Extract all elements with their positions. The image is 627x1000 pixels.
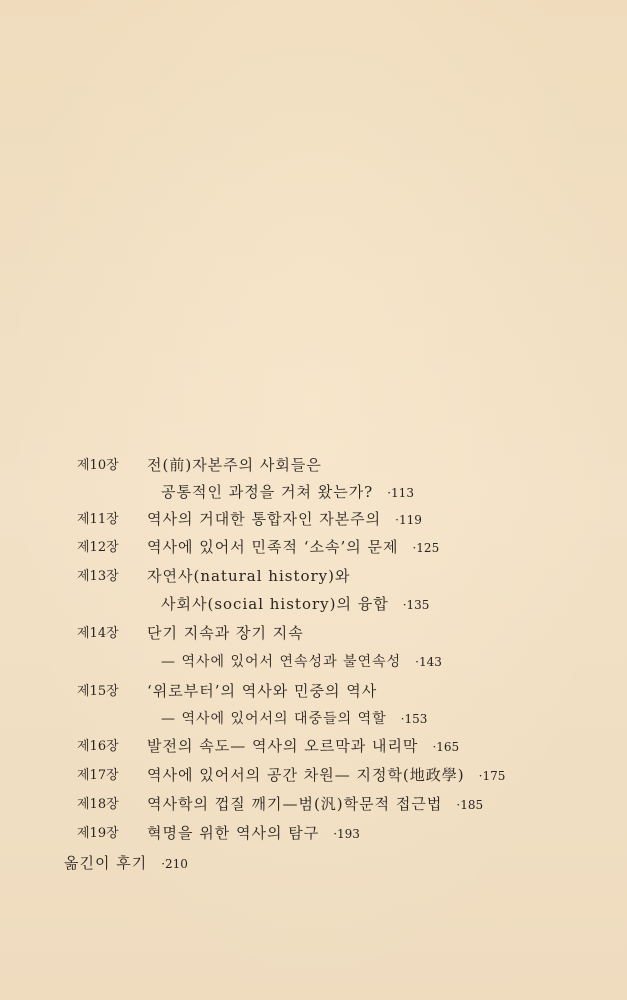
chapter-title-text: — 역사에 있어서 연속성과 불연속성	[161, 654, 402, 670]
afterword-entry	[64, 853, 188, 874]
chapter-title-text: 사회사(social history)의 융합	[161, 595, 389, 613]
afterword-title: 옮긴이 후기	[64, 854, 148, 872]
chapter-title-text: 역사학의 껍질 깨기—범(汎)학문적 접근법	[147, 795, 443, 813]
chapter-title-continued	[161, 482, 414, 503]
page-number: ·113	[387, 486, 414, 500]
chapter-number: 제19장	[77, 826, 119, 841]
chapter-title-text: 공통적인 과정을 거쳐 왔는가?	[161, 483, 374, 501]
page-number: ·143	[415, 655, 442, 669]
chapter-number: 제12장	[77, 540, 119, 555]
chapter-title	[147, 537, 439, 558]
chapter-title-text: — 역사에 있어서의 대중들의 역할	[161, 711, 387, 727]
chapter-title	[147, 509, 422, 530]
chapter-title-text: 혁명을 위한 역사의 탐구	[147, 824, 320, 842]
page-number: ·210	[161, 857, 188, 871]
chapter-title-text: 역사의 거대한 통합자인 자본주의	[147, 510, 382, 528]
chapter-title-text: 역사에 있어서의 공간 차원— 지정학(地政學)	[147, 766, 465, 784]
chapter-title	[147, 823, 360, 844]
chapter-title-text: 단기 지속과 장기 지속	[147, 624, 304, 642]
chapter-title	[147, 794, 483, 815]
chapter-title	[147, 623, 304, 643]
chapter-title	[147, 765, 505, 786]
page-number: ·125	[412, 541, 440, 555]
chapter-title	[147, 455, 322, 475]
chapter-number: 제10장	[77, 458, 119, 473]
chapter-number: 제11장	[77, 512, 119, 527]
chapter-number: 제17장	[77, 768, 119, 783]
chapter-title-continued	[161, 594, 429, 615]
page-number: ·193	[333, 827, 360, 841]
chapter-title-text: 발전의 속도— 역사의 오르막과 내리막	[147, 737, 419, 755]
page-number: ·165	[432, 740, 460, 754]
chapter-title	[147, 566, 351, 586]
chapter-title	[147, 736, 459, 757]
page-number: ·175	[478, 769, 506, 783]
chapter-subtitle	[161, 709, 427, 729]
chapter-title-text: 전(前)자본주의 사회들은	[147, 456, 322, 474]
chapter-title-text: ‘위로부터’의 역사와 민중의 역사	[147, 682, 378, 700]
chapter-number: 제15장	[77, 684, 119, 699]
chapter-number: 제14장	[77, 626, 119, 641]
chapter-number: 제18장	[77, 797, 119, 812]
chapter-title-text: 자연사(natural history)와	[147, 567, 351, 585]
page-number: ·153	[400, 712, 428, 726]
page-number: ·119	[395, 513, 422, 527]
page-number: ·185	[456, 798, 484, 812]
chapter-number: 제16장	[77, 739, 119, 754]
chapter-subtitle	[161, 652, 442, 672]
page-number: ·135	[402, 598, 430, 612]
chapter-title	[147, 681, 377, 701]
chapter-title-text: 역사에 있어서 민족적 ‘소속’의 문제	[147, 538, 399, 556]
chapter-number: 제13장	[77, 569, 119, 584]
